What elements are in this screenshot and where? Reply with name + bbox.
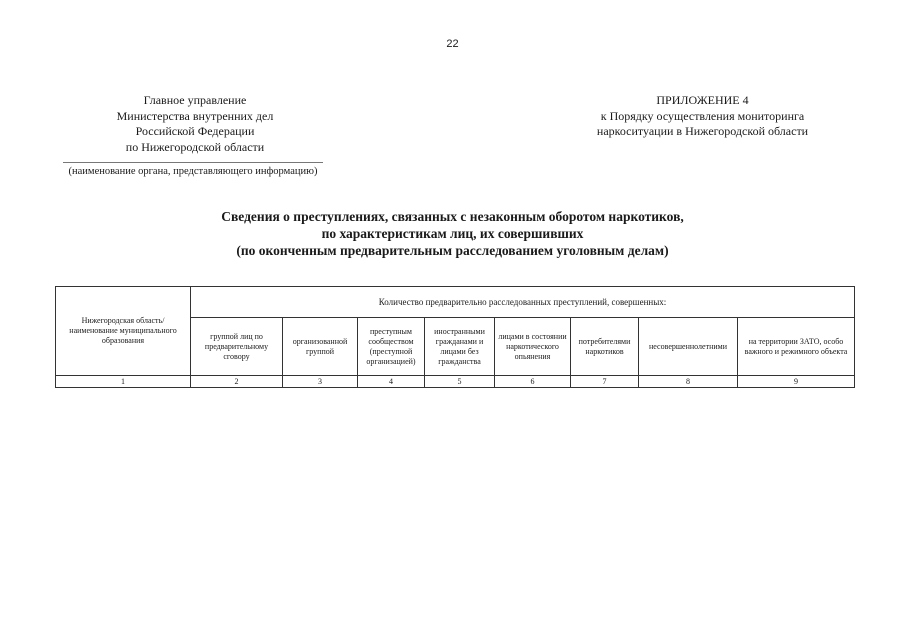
table-header-row xyxy=(56,287,855,318)
appendix-line: ПРИЛОЖЕНИЕ 4 xyxy=(656,93,749,107)
crime-statistics-table xyxy=(55,286,855,388)
page-number: 22 xyxy=(446,38,459,50)
appendix-line: к Порядку осуществления мониторинга xyxy=(600,108,805,123)
column-number: 1 xyxy=(56,376,191,388)
authority-name-caption: (наименование органа, представляющего информацию) xyxy=(68,166,318,177)
column-header: организованной группой xyxy=(283,318,358,376)
column-header: несовершеннолетними xyxy=(639,318,738,376)
column-number: 3 xyxy=(283,376,358,388)
authority-line: по Нижегородской области xyxy=(125,139,265,154)
column-header: на территории ЗАТО, особо важного и режимного объекта xyxy=(738,318,855,376)
authority-line: Министерства внутренних дел xyxy=(116,108,274,123)
column-header: группой лиц по предварительному сговору xyxy=(191,318,283,376)
region-column-header: Нижегородская область/ наименование муниципального образования xyxy=(56,287,191,376)
appendix-header xyxy=(570,93,835,140)
title-line: (по оконченным предварительным расследованием уголовным делам) xyxy=(236,243,669,258)
column-number: 6 xyxy=(495,376,571,388)
column-number: 7 xyxy=(571,376,639,388)
authority-name-underline xyxy=(63,162,323,163)
column-header: потребителями наркотиков xyxy=(571,318,639,376)
column-header: лицами в состоянии наркотического опьянения xyxy=(495,318,571,376)
column-number: 2 xyxy=(191,376,283,388)
document-title xyxy=(0,208,905,259)
column-number: 8 xyxy=(639,376,738,388)
issuing-authority-header xyxy=(90,93,300,155)
column-number: 5 xyxy=(425,376,495,388)
column-header: преступным сообществом (преступной организацией) xyxy=(358,318,425,376)
column-numbers-row xyxy=(56,376,855,388)
title-line: по характеристикам лиц, их совершивших xyxy=(321,226,584,241)
column-number: 9 xyxy=(738,376,855,388)
title-line: Сведения о преступлениях, связанных с незаконным оборотом наркотиков, xyxy=(221,209,684,224)
appendix-line: наркоситуации в Нижегородской области xyxy=(596,124,809,138)
authority-line: Главное управление xyxy=(143,93,247,107)
group-column-header: Количество предварительно расследованных преступлений, совершенных: xyxy=(191,287,855,318)
authority-line: Российской Федерации xyxy=(135,124,255,138)
column-header: иностранными гражданами и лицами без гражданства xyxy=(425,318,495,376)
column-number: 4 xyxy=(358,376,425,388)
